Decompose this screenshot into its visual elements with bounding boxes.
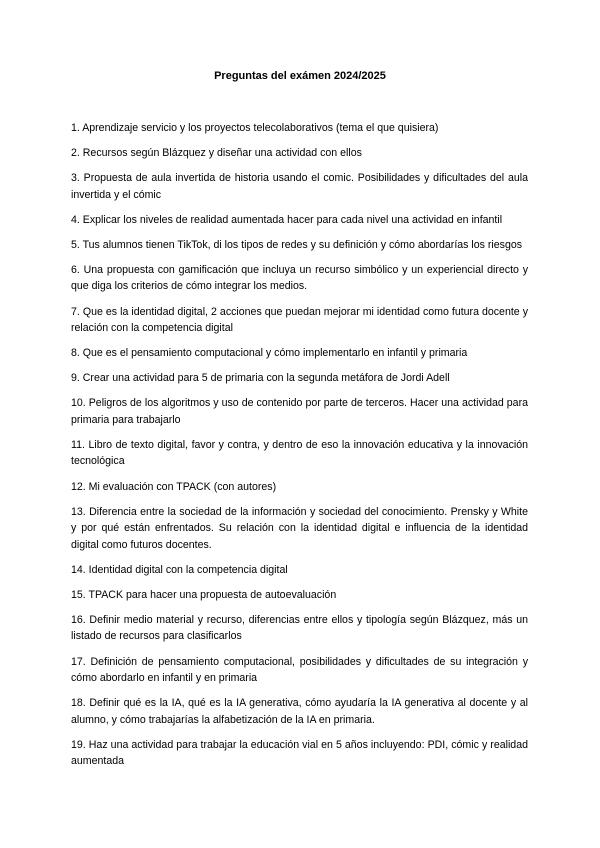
question-item: 3. Propuesta de aula invertida de historia usando el comic. Posibilidades y dificultades del aula invertida y el cómic	[71, 172, 528, 201]
question-item: 6. Una propuesta con gamificación que incluya un recurso simbólico y un experiencial directo y que diga los criterios de cómo integrar los medios.	[71, 263, 528, 293]
question-item: 18. Definir qué es la IA, qué es la IA generativa, cómo ayudaría la IA generativa al docente y al alumno, y cómo trabajarías la alfabetización de la IA en primaria.	[71, 697, 528, 726]
question-item: 4. Explicar los niveles de realidad aumentada hacer para cada nivel una actividad en infantil	[71, 213, 503, 226]
question-list	[71, 120, 528, 778]
question-item: 9. Crear una actividad para 5 de primaria con la segunda metáfora de Jordi Adell	[71, 372, 450, 385]
question-item: 17. Definición de pensamiento computacional, posibilidades y dificultades de su integración y cómo abordarlo en infantil y en primaria	[71, 655, 528, 684]
question-item: 11. Libro de texto digital, favor y contra, y dentro de eso la innovación educativa y la innovación tecnológica	[71, 438, 528, 468]
question-item: 13. Diferencia entre la sociedad de la información y sociedad del conocimiento. Prensky y White y por qué están enfrentados. Su relación con la identidad digital e influencia de la identidad digital como futuros docentes.	[71, 505, 528, 551]
question-item: 7. Que es la identidad digital, 2 acciones que puedan mejorar mi identidad como futura docente y relación con la competencia digital	[71, 305, 528, 335]
question-item: 19. Haz una actividad para trabajar la educación vial en 5 años incluyendo: PDI, cómic y realidad aumentada	[71, 738, 528, 768]
question-item: 16. Definir medio material y recurso, diferencias entre ellos y tipología según Blázquez, más un listado de recursos para clasificarlos	[71, 613, 528, 643]
question-item: 12. Mi evaluación con TPACK (con autores)	[71, 480, 277, 493]
question-item: 10. Peligros de los algoritmos y uso de contenido por parte de terceros. Hacer una actividad para primaria para trabajarlo	[71, 397, 528, 426]
question-item: 1. Aprendizaje servicio y los proyectos telecolaborativos (tema el que quisiera)	[71, 122, 439, 134]
question-item: 14. Identidad digital con la competencia digital	[71, 563, 288, 576]
question-item: 5. Tus alumnos tienen TikTok, di los tipos de redes y su definición y cómo abordarías los riesgos	[71, 238, 523, 251]
question-item: 2. Recursos según Blázquez y diseñar una actividad con ellos	[71, 147, 362, 160]
document-title: Preguntas del exámen 2024/2025	[214, 70, 386, 82]
question-item: 15. TPACK para hacer una propuesta de autoevaluación	[71, 588, 337, 601]
question-item: 8. Que es el pensamiento computacional y cómo implementarlo en infantil y primaria	[71, 347, 468, 360]
